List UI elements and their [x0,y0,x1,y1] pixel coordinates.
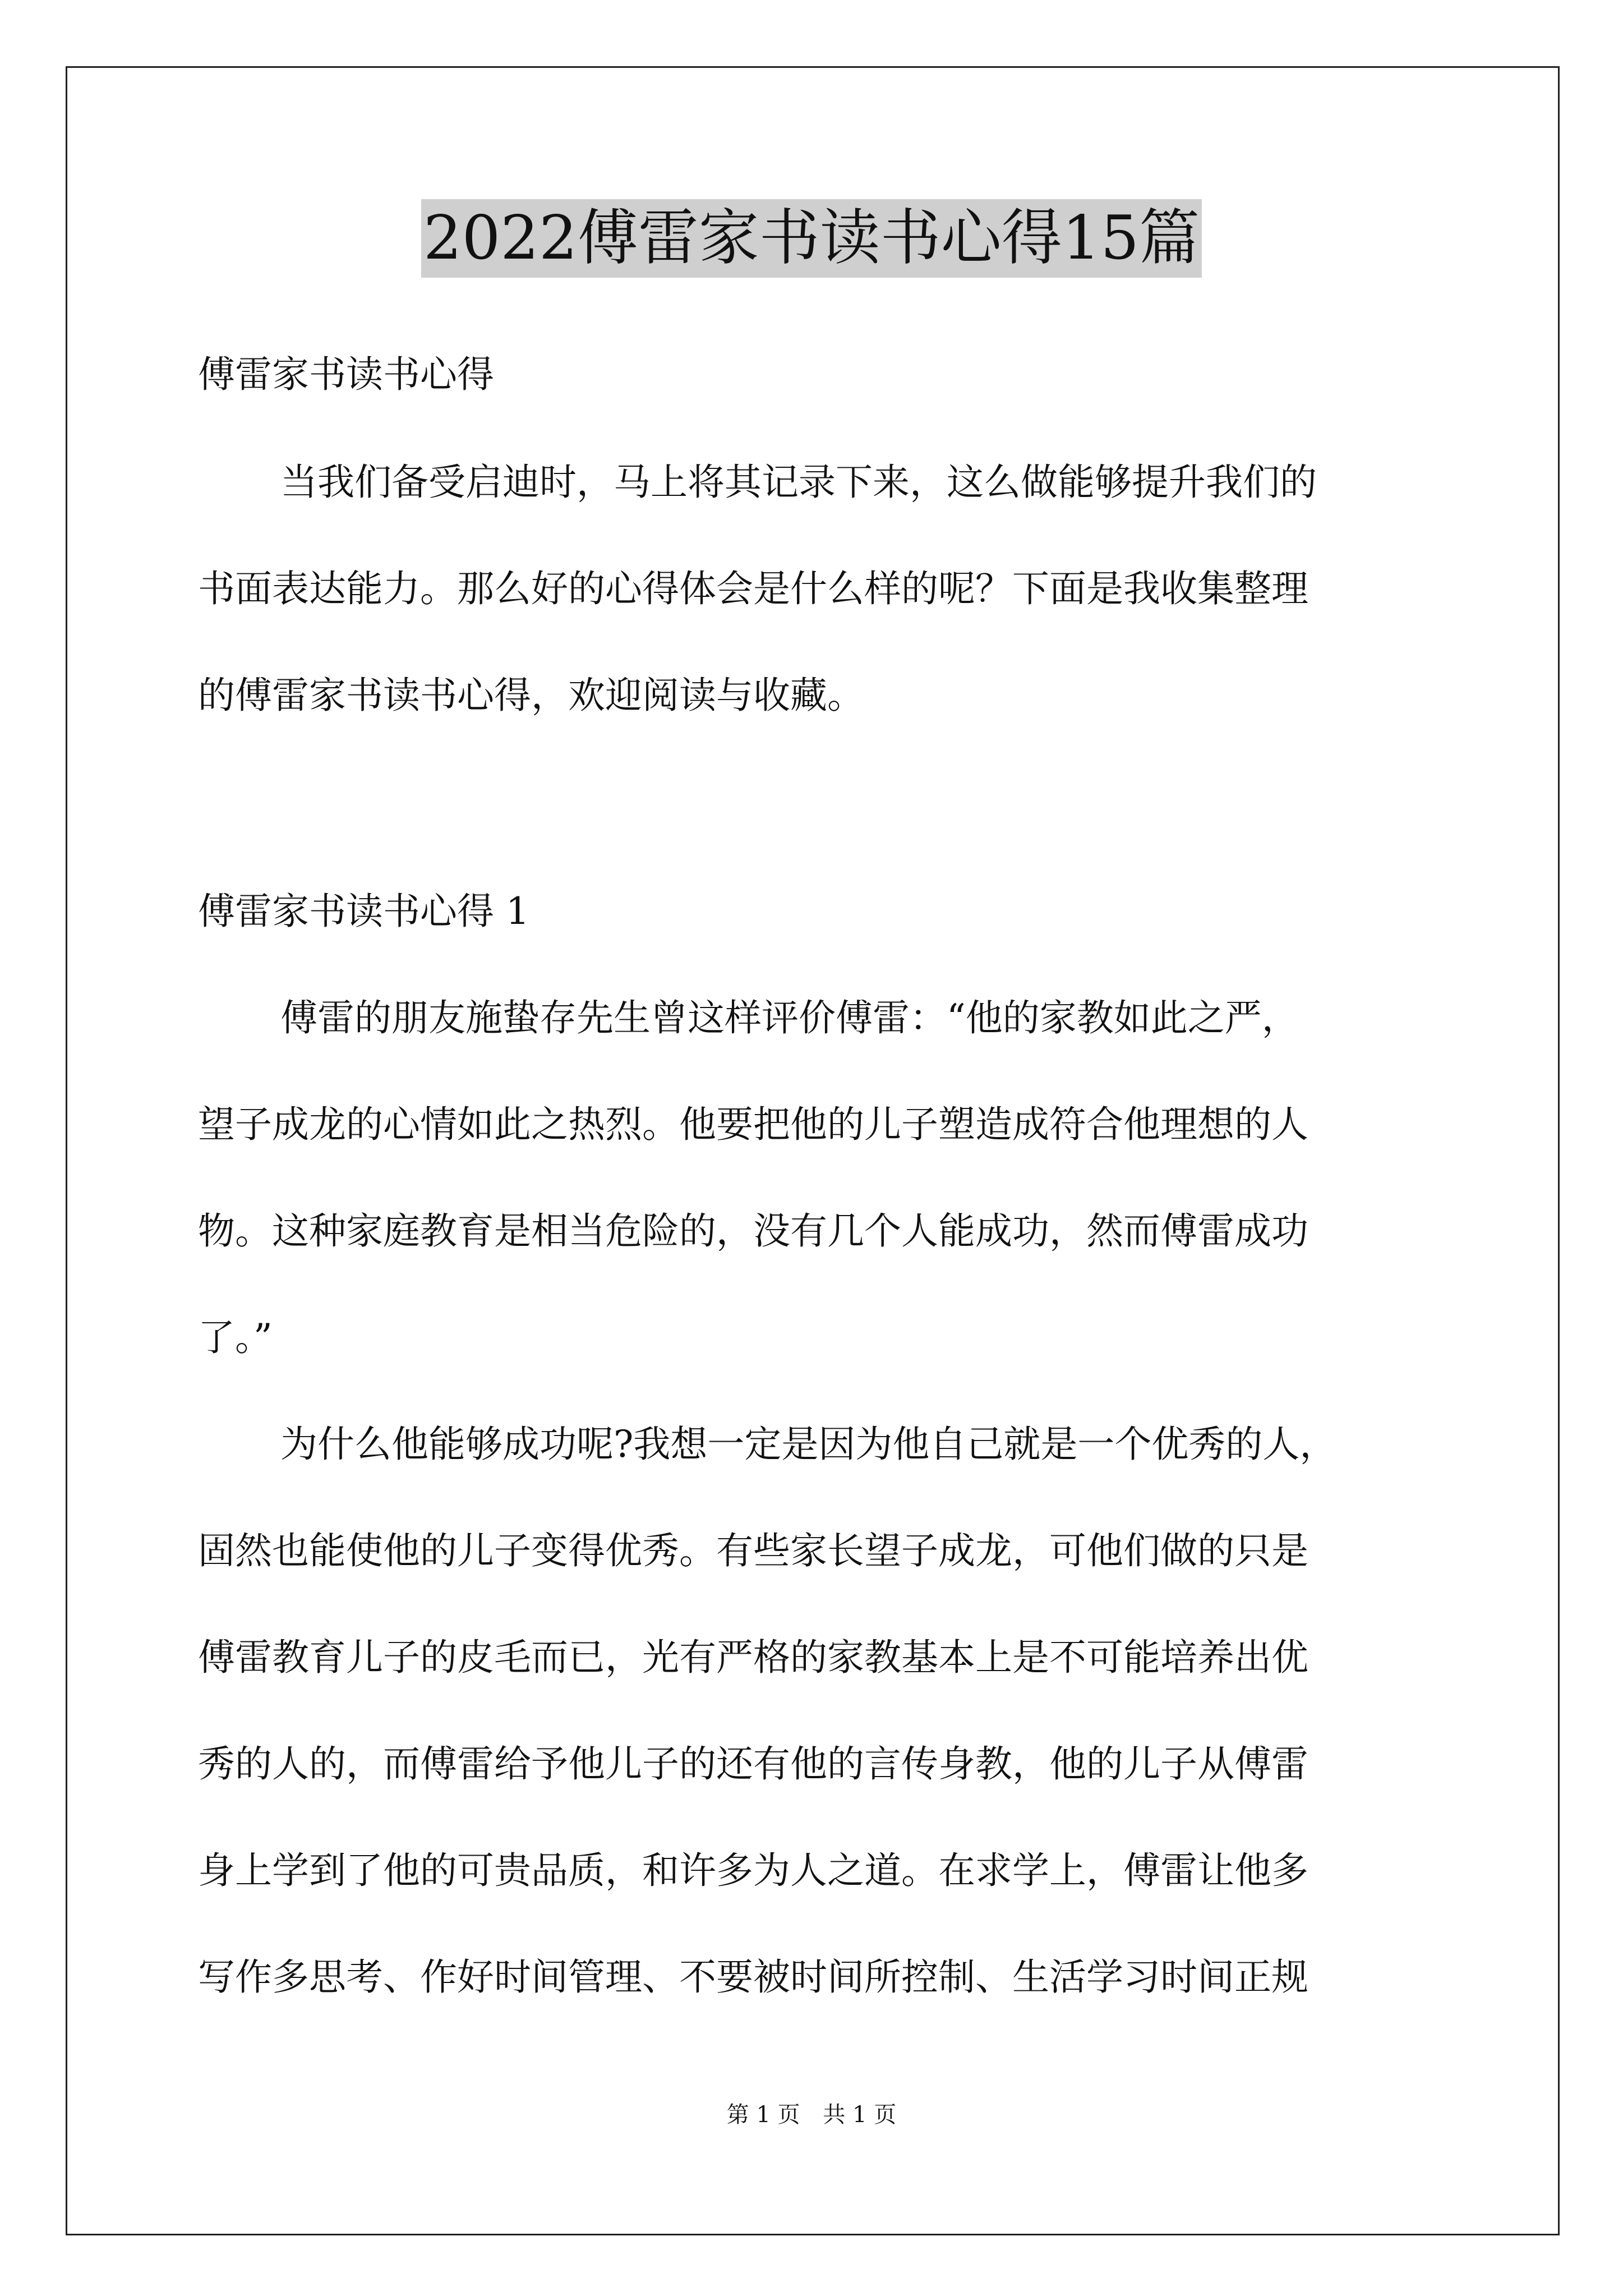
para1-line-3: 物。这种家庭教育是相当危险的，没有几个人能成功，然而傅雷成功 [198,1209,1308,1253]
intro-line-2: 书面表达能力。那么好的心得体会是什么样的呢？下面是我收集整理 [198,567,1308,610]
para2-line-1: 为什么他能够成功呢?我想一定是因为他自己就是一个优秀的人， [280,1423,1337,1466]
section-heading-1: 傅雷家书读书心得 1 [198,890,529,933]
para1-line-2: 望子成龙的心情如此之热烈。他要把他的儿子塑造成符合他理想的人 [198,1103,1308,1146]
para1-line-4: 了。” [198,1316,273,1359]
para2-line-4: 秀的人的，而傅雷给予他儿子的还有他的言传身教，他的儿子从傅雷 [198,1742,1308,1786]
para2-line-6: 写作多思考、作好时间管理、不要被时间所控制、生活学习时间正规 [198,1955,1308,1999]
para1-line-1: 傅雷的朋友施蛰存先生曾这样评价傅雷：“他的家教如此之严， [280,996,1299,1039]
intro-line-3: 的傅雷家书读书心得，欢迎阅读与收藏。 [198,674,864,717]
page-footer [0,2101,1623,2129]
intro-line-1: 当我们备受启迪时，马上将其记录下来，这么做能够提升我们的 [280,461,1317,504]
page-total: 共 1 页 [823,2102,897,2128]
intro-heading: 傅雷家书读书心得 [198,353,494,396]
para2-line-3: 傅雷教育儿子的皮毛而已，光有严格的家教基本上是不可能培养出优 [198,1636,1308,1679]
document-title: 2022傅雷家书读书心得15篇 [421,199,1202,278]
para2-line-5: 身上学到了他的可贵品质，和许多为人之道。在求学上，傅雷让他多 [198,1849,1308,1892]
title-container [0,199,1623,278]
page-number: 第 1 页 [726,2102,800,2128]
para2-line-2: 固然也能使他的儿子变得优秀。有些家长望子成龙，可他们做的只是 [198,1529,1308,1572]
